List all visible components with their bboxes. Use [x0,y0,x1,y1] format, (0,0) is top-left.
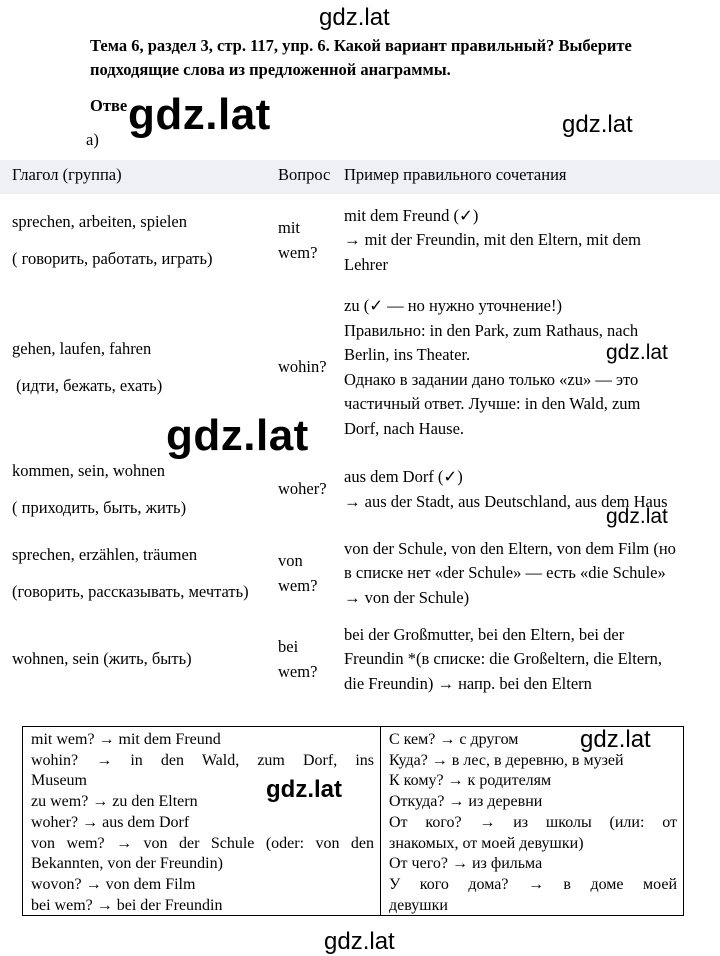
example-line: mit dem Freund (✓) [344,205,479,225]
cell-question [270,194,338,288]
cell-verbs [0,616,270,704]
answer-sub-label: а) [86,130,99,149]
cell-example [338,194,720,288]
example-line: Однако в задании дано только «zu» — это [344,369,639,389]
watermark: gdz.lat [319,4,390,31]
box-line: Museum [31,772,87,790]
example-line: zu (✓ — но нужно уточнение!) [344,296,562,315]
verb-table [0,160,720,704]
answer-box-russian [381,727,683,915]
question-line: bei [278,637,299,656]
example-line: die Freundin) → напр. bei den Eltern [344,673,592,693]
cell-question [270,616,338,704]
table-row [0,288,720,448]
box-line: К кому? → к родителям [389,772,552,790]
table-header-row [0,160,720,194]
question-line: wem? [278,661,318,681]
box-line: девушки [389,896,448,914]
verbs-ru: (идти, бежать, ехать) [12,375,163,395]
header-question: Вопрос [270,160,338,194]
verbs-de: sprechen, arbeiten, spielen [12,212,188,231]
box-line: wohin? → in den Wald, zum Dorf, ins [31,751,374,769]
box-line: У кого дома? → в доме моей [389,875,677,893]
example-line: Правильно: in den Park, zum Rathaus, nach [344,320,639,340]
example-line: Freundin *(в списке: die Großeltern, die Eltern, [344,649,663,669]
table-row [0,532,720,616]
watermark: gdz.lat [128,90,271,139]
answer-box [22,726,684,916]
cell-example [338,616,720,704]
question-line: mit [278,218,301,237]
answer-box-german [23,727,381,915]
box-line: Bekannten, von der Freundin) [31,855,223,873]
answer-label: Отве [90,96,128,115]
table-row [0,194,720,288]
table-row [0,616,720,704]
watermark: gdz.lat [262,776,346,804]
cell-verbs [0,194,270,288]
cell-example [338,532,720,616]
box-line: От чего? → из фильма [389,855,543,873]
watermark: gdz.lat [562,111,633,138]
question-line: wohin? [278,357,327,377]
cell-verbs [0,532,270,616]
example-line: → aus der Stadt, aus Deutschland, aus dem Haus [344,491,668,511]
cell-example [338,288,720,448]
box-line: zu wem? → zu den Eltern [31,793,198,811]
question-line: wem? [278,242,318,262]
verbs-de: kommen, sein, wohnen [12,461,166,480]
example-line: bei der Großmutter, bei den Eltern, bei der [344,624,625,644]
watermark: gdz.lat [580,726,651,753]
verbs-de: gehen, laufen, fahren [12,339,152,358]
watermark: gdz.lat [606,341,668,364]
verbs-ru: ( говорить, работать, играть) [12,248,213,268]
box-line: mit wem? → mit dem Freund [31,731,221,748]
box-line: von wem? → von der Schule (oder: von den [31,834,374,852]
box-line: От кого? → из школы (или: от [389,813,677,831]
box-line: Куда? → в лес, в деревню, в музей [389,751,624,769]
verbs-ru: (говорить, рассказывать, мечтать) [12,581,249,601]
box-line: bei wem? → bei der Freundin [31,896,223,914]
watermark: gdz.lat [166,411,309,460]
question-line: wem? [278,575,318,595]
header-example: Пример правильного сочетания [338,160,720,194]
example-line: в списке нет «der Schule» — есть «die Schule» [344,563,666,583]
example-line: → mit der Freundin, mit den Eltern, mit dem [344,230,641,250]
example-line: von der Schule, von den Eltern, von dem Film (но [344,538,676,558]
example-line: Dorf, nach Hause. [344,418,465,438]
box-line: wovon? → von dem Film [31,875,196,893]
verbs-de: sprechen, erzählen, träumen [12,545,198,564]
example-line: Lehrer [344,254,388,274]
cell-question [270,532,338,616]
example-line: частичный ответ. Лучше: in den Wald, zum [344,394,641,413]
box-line: Откуда? → из деревни [389,793,543,811]
header-verb: Глагол (группа) [0,160,270,194]
question-line: von [278,551,303,570]
example-line: Berlin, ins Theater. [344,345,471,364]
box-line: знакомых, от моей девушки) [389,834,584,852]
watermark: gdz.lat [324,928,395,955]
example-line: aus dem Dorf (✓) [344,467,463,486]
example-line: → von der Schule) [344,587,470,607]
box-line: С кем? → с другом [389,731,519,748]
exercise-title: Тема 6, раздел 3, стр. 117, упр. 6. Какой вариант правильный? Выберите подходящие слова из предложенной анаграммы. [90,36,632,79]
watermark: gdz.lat [606,505,668,528]
verbs-ru: ( приходить, быть, жить) [12,497,187,517]
question-line: woher? [278,479,327,499]
box-line: woher? → aus dem Dorf [31,813,190,831]
verbs-de: wohnen, sein (жить, быть) [12,649,192,669]
